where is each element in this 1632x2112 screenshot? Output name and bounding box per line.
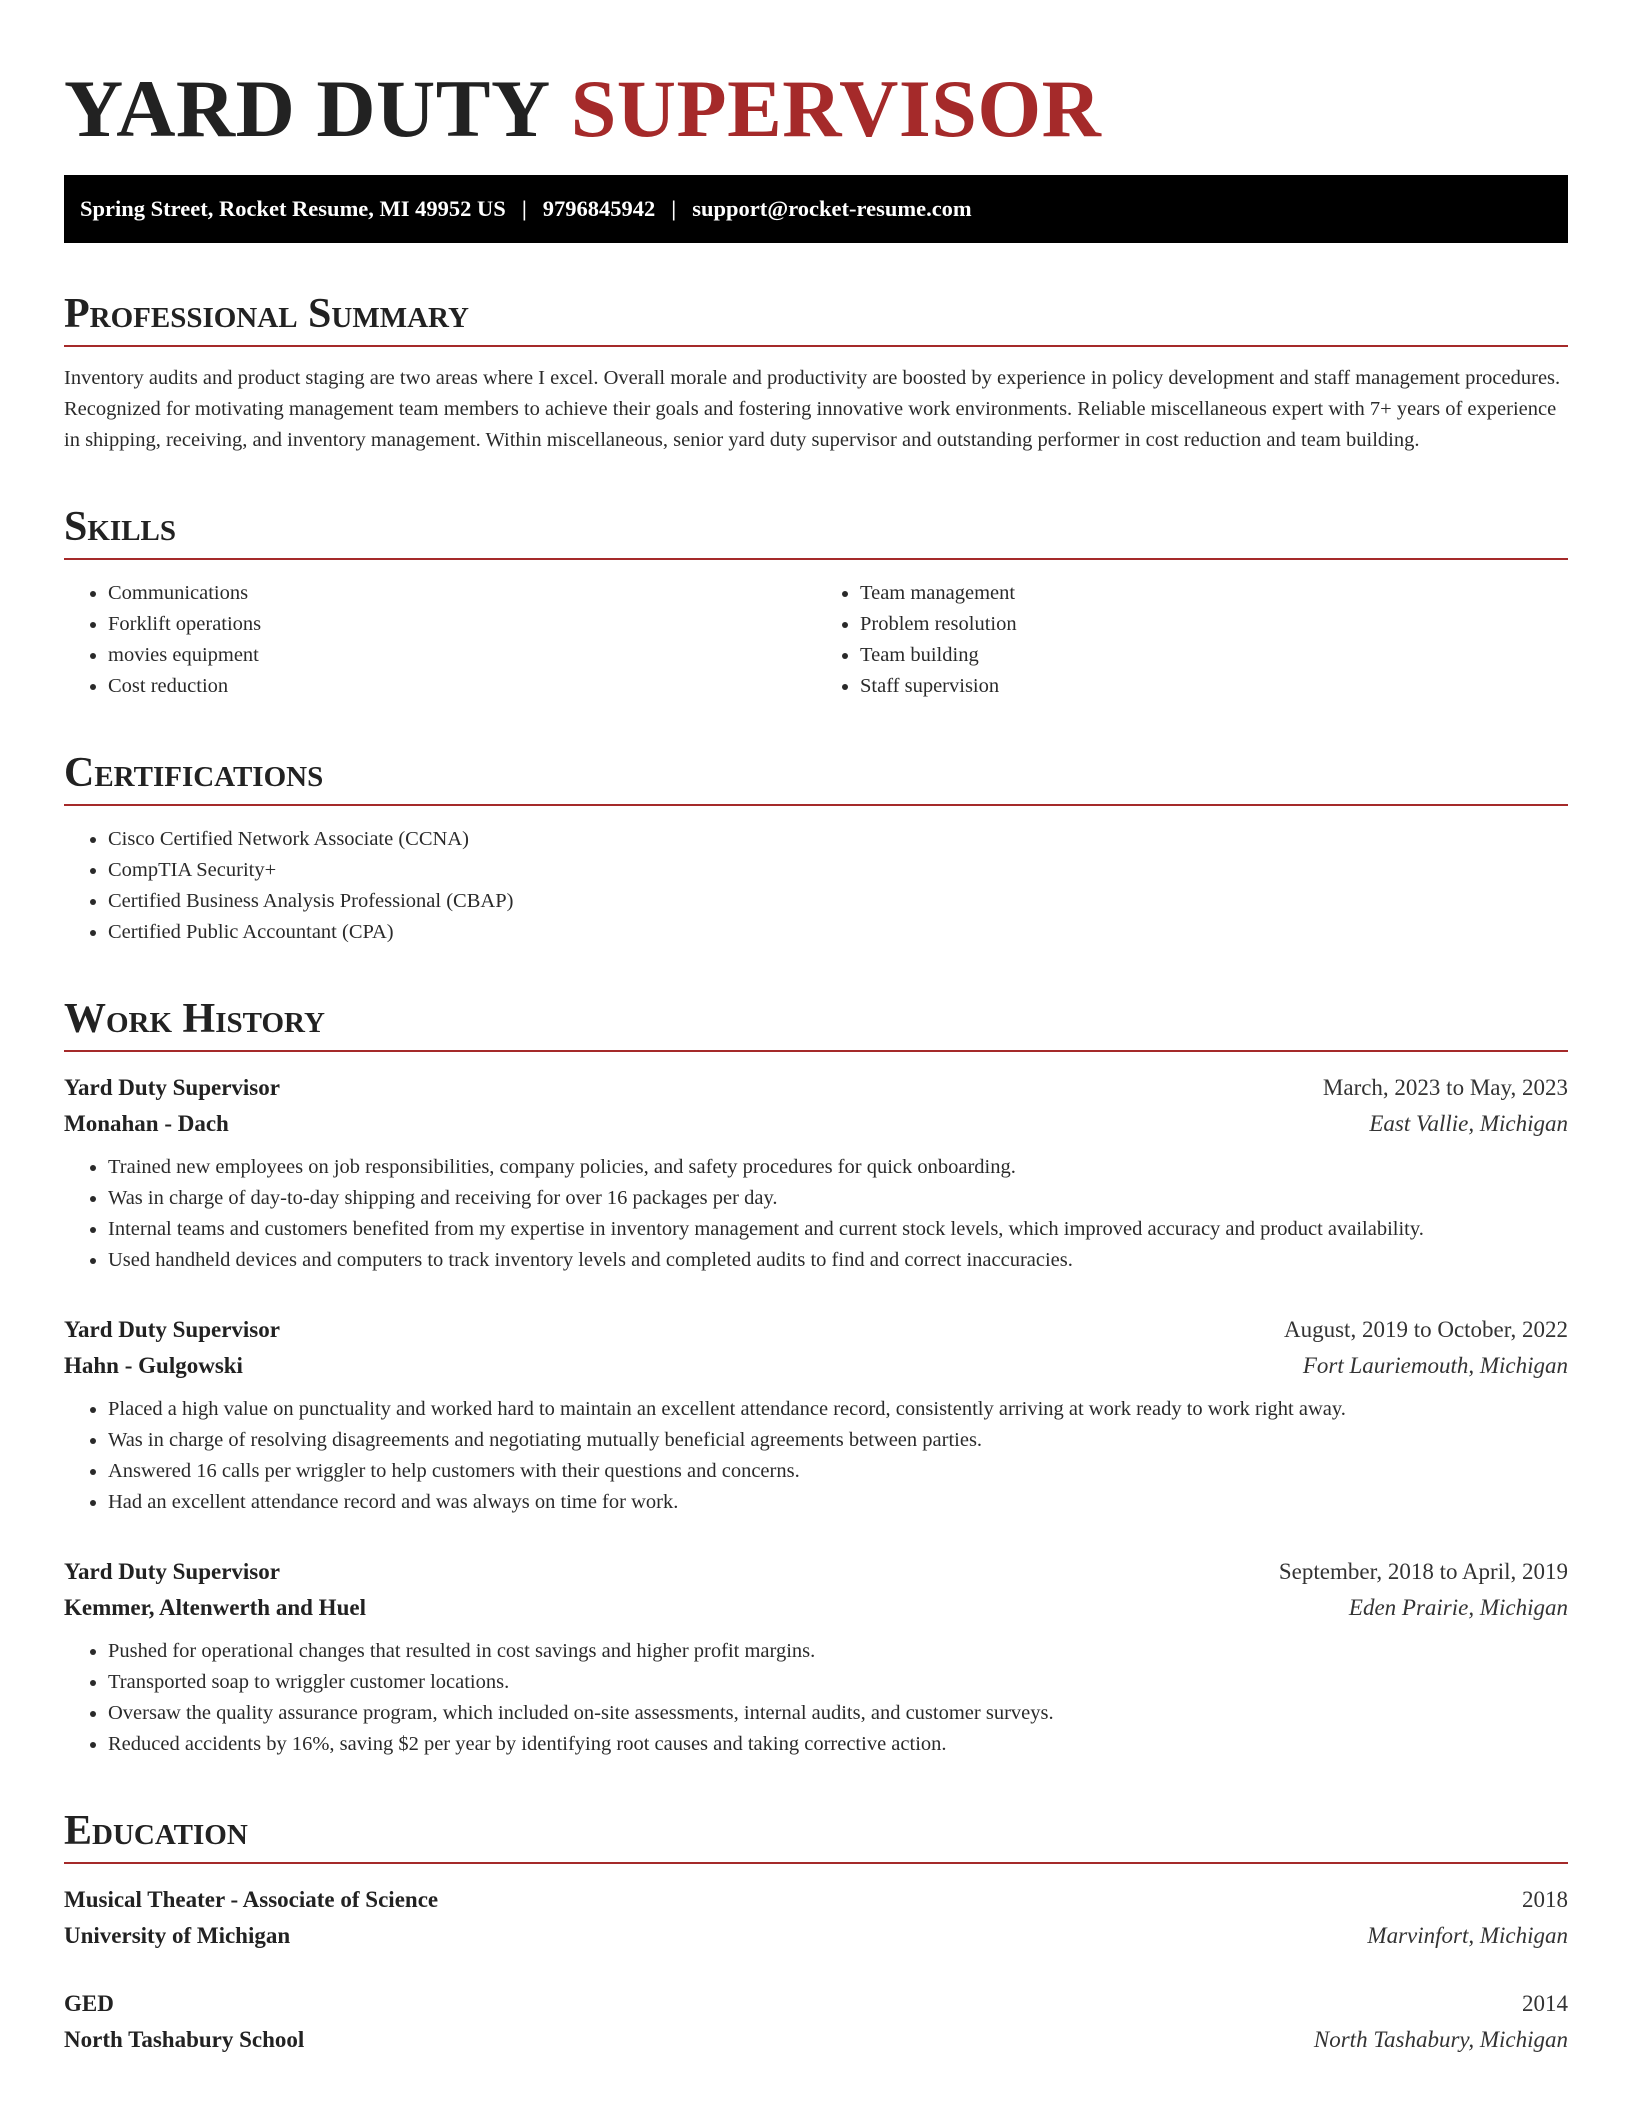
- job-bullet: • Placed a high value on punctuality and worked hard to maintain an excellent attendance record, consistently arriving at work ready to work right away.: [108, 1394, 1568, 1425]
- education-subheader: [64, 2022, 1568, 2058]
- contact-email: support@rocket-resume.com: [692, 196, 972, 221]
- name-last: SUPERVISOR: [570, 63, 1102, 154]
- certification-item: • Cisco Certified Network Associate (CCNA): [108, 824, 1568, 855]
- education-location: North Tashabury, Michigan: [1313, 2027, 1568, 2052]
- job-bullet: • Oversaw the quality assurance program, which included on-site assessments, internal audits, and customer surveys.: [108, 1698, 1568, 1729]
- summary-text: Inventory audits and product staging are two areas where I excel. Overall morale and productivity are boosted by experience in policy development and staff management procedures. Recognized for motivating management team members to achieve their goals and fostering innovative work environments. Reliable miscellaneous expert with 7+ years of experience in shipping, receiving, and inventory management. Within miscellaneous, senior yard duty supervisor and outstanding performer in cost reduction and team building.: [64, 367, 1561, 451]
- skills-section: [64, 502, 1568, 702]
- job-bullet: • Had an excellent attendance record and was always on time for work.: [108, 1487, 1568, 1518]
- job-bullet: • Was in charge of resolving disagreements and negotiating mutually beneficial agreements between parties.: [108, 1425, 1568, 1456]
- job-bullet: • Was in charge of day-to-day shipping and receiving for over 16 packages per day.: [108, 1183, 1568, 1214]
- education-year: 2014: [1522, 1991, 1568, 2016]
- section-title: Certifications: [64, 748, 1568, 806]
- skill-item: • Forklift operations: [108, 609, 816, 640]
- work-list: [64, 1070, 1568, 1760]
- education-school: University of Michigan: [64, 1923, 291, 1948]
- skill-item: • movies equipment: [108, 640, 816, 671]
- job-bullet: • Used handheld devices and computers to track inventory levels and completed audits to find and correct inaccuracies.: [108, 1245, 1568, 1276]
- job-company: Monahan - Dach: [64, 1111, 229, 1136]
- skills-list-right: [816, 578, 1568, 702]
- skill-item: • Communications: [108, 578, 816, 609]
- job-dates: March, 2023 to May, 2023: [1322, 1075, 1568, 1100]
- name-first: YARD DUTY: [64, 63, 551, 154]
- job-header: [64, 1070, 1568, 1106]
- job-bullet: • Internal teams and customers benefited from my expertise in inventory management and current stock levels, which improved accuracy and product availability.: [108, 1214, 1568, 1245]
- education-subheader: [64, 1918, 1568, 1954]
- contact-separator: |: [521, 196, 527, 221]
- job-dates: August, 2019 to October, 2022: [1284, 1317, 1568, 1342]
- certifications-list: [64, 824, 1568, 948]
- job-entry: [64, 1312, 1568, 1518]
- education-school: North Tashabury School: [64, 2027, 305, 2052]
- job-title: Yard Duty Supervisor: [64, 1559, 280, 1584]
- skill-item: • Problem resolution: [860, 609, 1568, 640]
- education-entry: [64, 1882, 1568, 1954]
- skill-item: • Team building: [860, 640, 1568, 671]
- contact-bar: [64, 175, 1568, 243]
- job-bullet: • Trained new employees on job responsibilities, company policies, and safety procedures for quick onboarding.: [108, 1152, 1568, 1183]
- job-bullet: • Answered 16 calls per wriggler to help customers with their questions and concerns.: [108, 1456, 1568, 1487]
- job-entry: [64, 1554, 1568, 1760]
- job-location: East Vallie, Michigan: [1369, 1111, 1568, 1136]
- work-history-section: [64, 994, 1568, 1760]
- certifications-section: [64, 748, 1568, 948]
- section-title: Work History: [64, 994, 1568, 1052]
- skill-item: • Cost reduction: [108, 671, 816, 702]
- education-header: [64, 1986, 1568, 2022]
- education-degree: GED: [64, 1991, 114, 2016]
- education-list: [64, 1882, 1568, 2058]
- skills-list-left: [64, 578, 816, 702]
- job-bullets: [64, 1394, 1568, 1518]
- skill-item: • Team management: [860, 578, 1568, 609]
- contact-separator: |: [671, 196, 677, 221]
- education-header: [64, 1882, 1568, 1918]
- resume-name: [64, 58, 1568, 160]
- job-bullet: • Pushed for operational changes that resulted in cost savings and higher profit margins.: [108, 1636, 1568, 1667]
- job-subheader: [64, 1106, 1568, 1142]
- job-header: [64, 1554, 1568, 1590]
- job-subheader: [64, 1348, 1568, 1384]
- job-bullet: • Transported soap to wriggler customer locations.: [108, 1667, 1568, 1698]
- certification-item: • CompTIA Security+: [108, 855, 1568, 886]
- section-title: Skills: [64, 502, 1568, 560]
- skill-item: • Staff supervision: [860, 671, 1568, 702]
- job-bullets: [64, 1636, 1568, 1760]
- job-bullets: [64, 1152, 1568, 1276]
- education-section: [64, 1806, 1568, 2058]
- education-entry: [64, 1986, 1568, 2058]
- job-title: Yard Duty Supervisor: [64, 1317, 280, 1342]
- education-degree: Musical Theater - Associate of Science: [64, 1887, 439, 1912]
- certification-item: • Certified Public Accountant (CPA): [108, 917, 1568, 948]
- job-company: Hahn - Gulgowski: [64, 1353, 243, 1378]
- section-title: Education: [64, 1806, 1568, 1864]
- job-location: Fort Lauriemouth, Michigan: [1302, 1353, 1568, 1378]
- job-dates: September, 2018 to April, 2019: [1278, 1559, 1568, 1584]
- job-bullet: • Reduced accidents by 16%, saving $2 per year by identifying root causes and taking corrective action.: [108, 1729, 1568, 1760]
- job-title: Yard Duty Supervisor: [64, 1075, 280, 1100]
- job-company: Kemmer, Altenwerth and Huel: [64, 1595, 366, 1620]
- section-title: Professional Summary: [64, 289, 1568, 347]
- contact-address: Spring Street, Rocket Resume, MI 49952 US: [80, 196, 506, 221]
- education-location: Marvinfort, Michigan: [1367, 1923, 1568, 1948]
- contact-phone: 9796845942: [542, 196, 656, 221]
- job-location: Eden Prairie, Michigan: [1348, 1595, 1568, 1620]
- job-header: [64, 1312, 1568, 1348]
- certification-item: • Certified Business Analysis Professional (CBAP): [108, 886, 1568, 917]
- job-entry: [64, 1070, 1568, 1276]
- education-year: 2018: [1522, 1887, 1568, 1912]
- job-subheader: [64, 1590, 1568, 1626]
- summary-section: [64, 289, 1568, 456]
- skills-grid: [64, 578, 1568, 702]
